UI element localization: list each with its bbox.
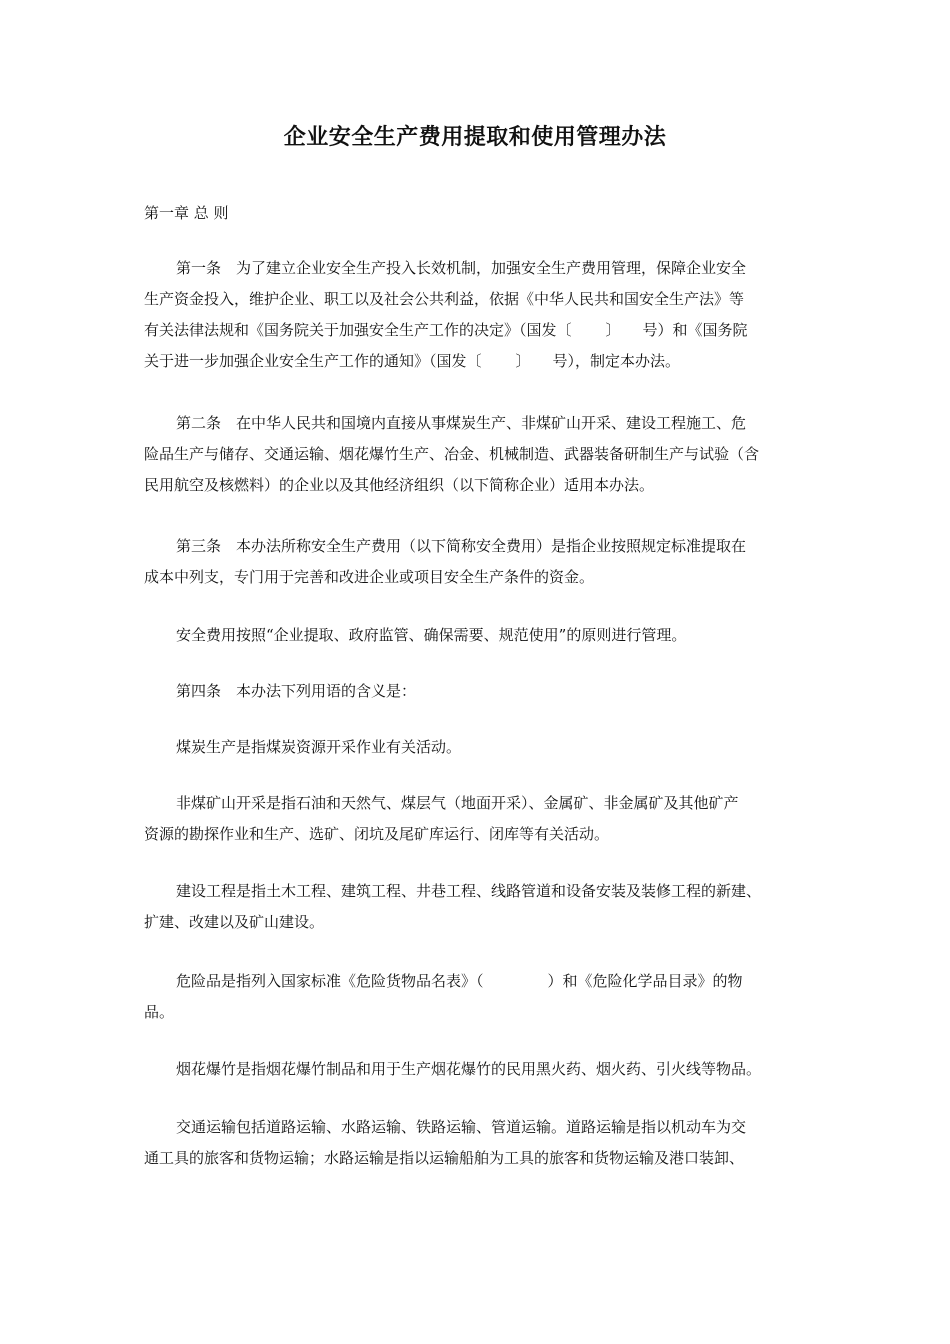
paragraph-line	[144, 966, 810, 997]
paragraph-line: 通工具的旅客和货物运输；水路运输是指以运输船舶为工具的旅客和货物运输及港口装卸、	[144, 1149, 745, 1167]
paragraph-article-3	[144, 531, 810, 593]
paragraph-line: 烟花爆竹是指烟花爆竹制品和用于生产烟花爆竹的民用黑火药、烟火药、引火线等物品。	[176, 1060, 762, 1078]
line-segment: 号），制定本办法。	[552, 352, 681, 370]
paragraph-line: 第三条 本办法所称安全生产费用（以下简称安全费用）是指企业按照规定标准提取在	[176, 537, 747, 555]
paragraph-line: 扩建、改建以及矿山建设。	[144, 913, 325, 931]
paragraph-article-2	[144, 408, 810, 501]
paragraph-article-1	[144, 253, 810, 377]
paragraph-line: 建设工程是指土木工程、建筑工程、井巷工程、线路管道和设备安装及装修工程的新建、	[176, 882, 762, 900]
paragraph-line: 险品生产与储存、交通运输、烟花爆竹生产、冶金、机械制造、武器装备研制生产与试验（含	[144, 445, 760, 463]
paragraph-line: 非煤矿山开采是指石油和天然气、煤层气（地面开采）、金属矿、非金属矿及其他矿产	[176, 794, 739, 812]
paragraph-line: 成本中列支，专门用于完善和改进企业或项目安全生产条件的资金。	[144, 568, 595, 586]
paragraph-fireworks-definition	[144, 1054, 810, 1085]
line-segment: 〕	[515, 352, 531, 370]
paragraph-line: 第一条 为了建立企业安全生产投入长效机制，加强安全生产费用管理，保障企业安全	[176, 259, 747, 277]
paragraph-line: 第四条 本办法下列用语的含义是：	[176, 682, 417, 700]
paragraph-principle	[144, 620, 810, 651]
paragraph-hazardous-definition	[144, 966, 810, 1028]
paragraph-line: 生产资金投入，维护企业、职工以及社会公共利益，依据《中华人民共和国安全生产法》等	[144, 290, 745, 308]
chapter-heading: 第一章 总 则	[144, 204, 229, 222]
paragraph-line: 煤炭生产是指煤炭资源开采作业有关活动。	[176, 738, 462, 756]
paragraph-coal-definition	[144, 732, 810, 763]
line-segment: 关于进一步加强企业安全生产工作的通知》（国发〔	[144, 352, 482, 370]
paragraph-line: 交通运输包括道路运输、水路运输、铁路运输、管道运输。道路运输是指以机动车为交	[176, 1118, 747, 1136]
paragraph-line: 第二条 在中华人民共和国境内直接从事煤炭生产、非煤矿山开采、建设工程施工、危	[176, 414, 747, 432]
line-segment: ）和《危险化学品目录》的物	[547, 972, 743, 990]
paragraph-line: 民用航空及核燃料）的企业以及其他经济组织（以下简称企业）适用本办法。	[144, 476, 655, 494]
paragraph-non-coal-definition	[144, 788, 810, 850]
paragraph-line: 品。	[144, 1003, 175, 1021]
line-segment: 危险品是指列入国家标准《危险货物品名表》（	[176, 972, 484, 990]
document-title: 企业安全生产费用提取和使用管理办法	[283, 125, 667, 150]
line-segment: 号）和《国务院	[642, 321, 748, 339]
paragraph-line: 安全费用按照“企业提取、政府监管、确保需要、规范使用”的原则进行管理。	[176, 626, 687, 644]
paragraph-line: 资源的勘探作业和生产、选矿、闭坑及尾矿库运行、闭库等有关活动。	[144, 825, 610, 843]
line-segment: 有关法律法规和《国务院关于加强安全生产工作的决定》（国发〔	[144, 321, 572, 339]
paragraph-line	[144, 346, 810, 377]
paragraph-article-4	[144, 676, 810, 707]
paragraph-line	[144, 315, 810, 346]
paragraph-construction-definition	[144, 876, 810, 938]
paragraph-transport-definition	[144, 1112, 810, 1174]
line-segment: 〕	[605, 321, 621, 339]
